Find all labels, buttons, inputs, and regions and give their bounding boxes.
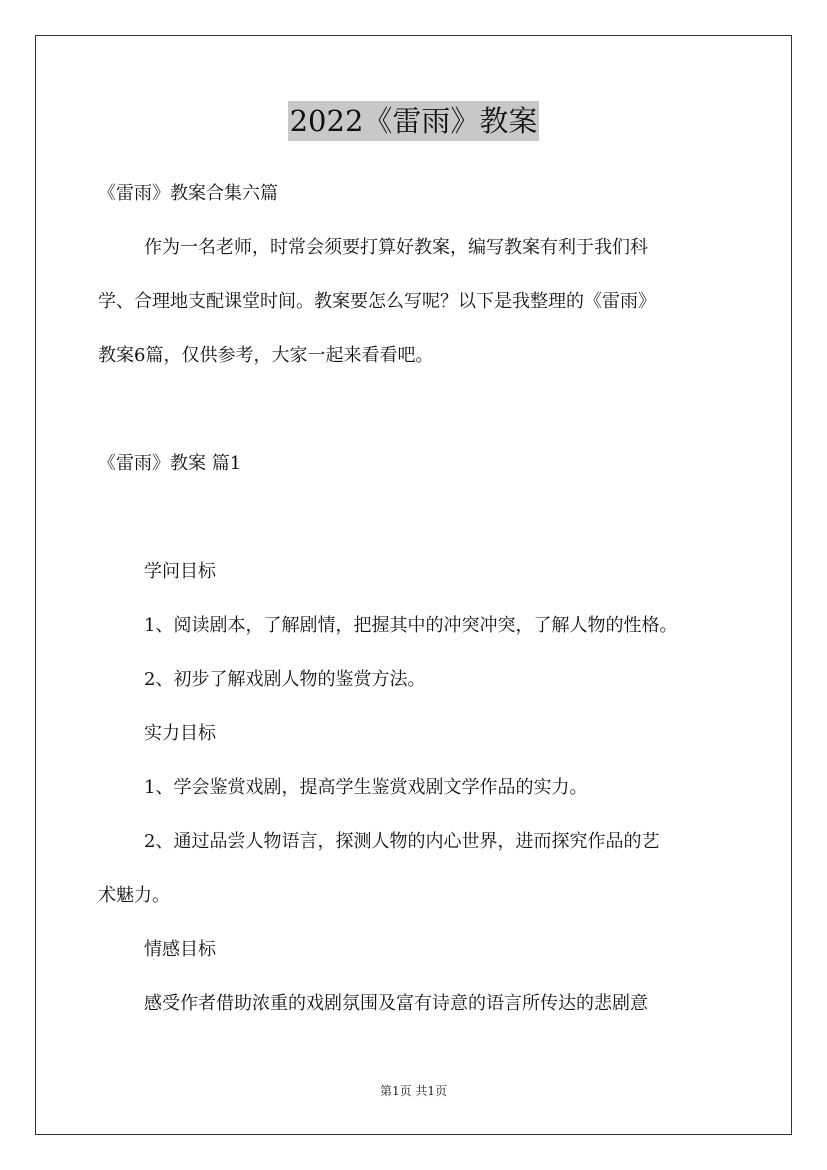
section-line-4: 实力目标 — [144, 723, 216, 744]
section-heading: 《雷雨》教案 篇1 — [98, 453, 242, 474]
section-line-1: 学问目标 — [144, 561, 216, 582]
document-title: 2022《雷雨》教案 — [288, 101, 540, 141]
section-line-7: 术魅力。 — [98, 885, 170, 906]
section-line-8: 情感目标 — [144, 939, 216, 960]
document-subtitle: 《雷雨》教案合集六篇 — [98, 183, 278, 204]
section-line-2: 1、阅读剧本，了解剧情，把握其中的冲突冲突，了解人物的性格。 — [144, 615, 678, 636]
section-line-5: 1、学会鉴赏戏剧，提高学生鉴赏戏剧文学作品的实力。 — [144, 777, 588, 798]
title-container — [0, 101, 827, 141]
intro-line-3: 教案6篇，仅供参考，大家一起来看看吧。 — [98, 345, 434, 366]
intro-line-2: 学、合理地支配课堂时间。教案要怎么写呢？以下是我整理的《雷雨》 — [98, 291, 656, 312]
section-line-3: 2、初步了解戏剧人物的鉴赏方法。 — [144, 669, 426, 690]
section-line-6: 2、通过品尝人物语言，探测人物的内心世界，进而探究作品的艺 — [144, 831, 660, 852]
intro-line-1: 作为一名老师，时常会须要打算好教案，编写教案有利于我们科 — [144, 237, 648, 258]
page-footer: 第1页 共1页 — [379, 1084, 448, 1098]
section-line-9: 感受作者借助浓重的戏剧氛围及富有诗意的语言所传达的悲剧意 — [144, 993, 648, 1014]
